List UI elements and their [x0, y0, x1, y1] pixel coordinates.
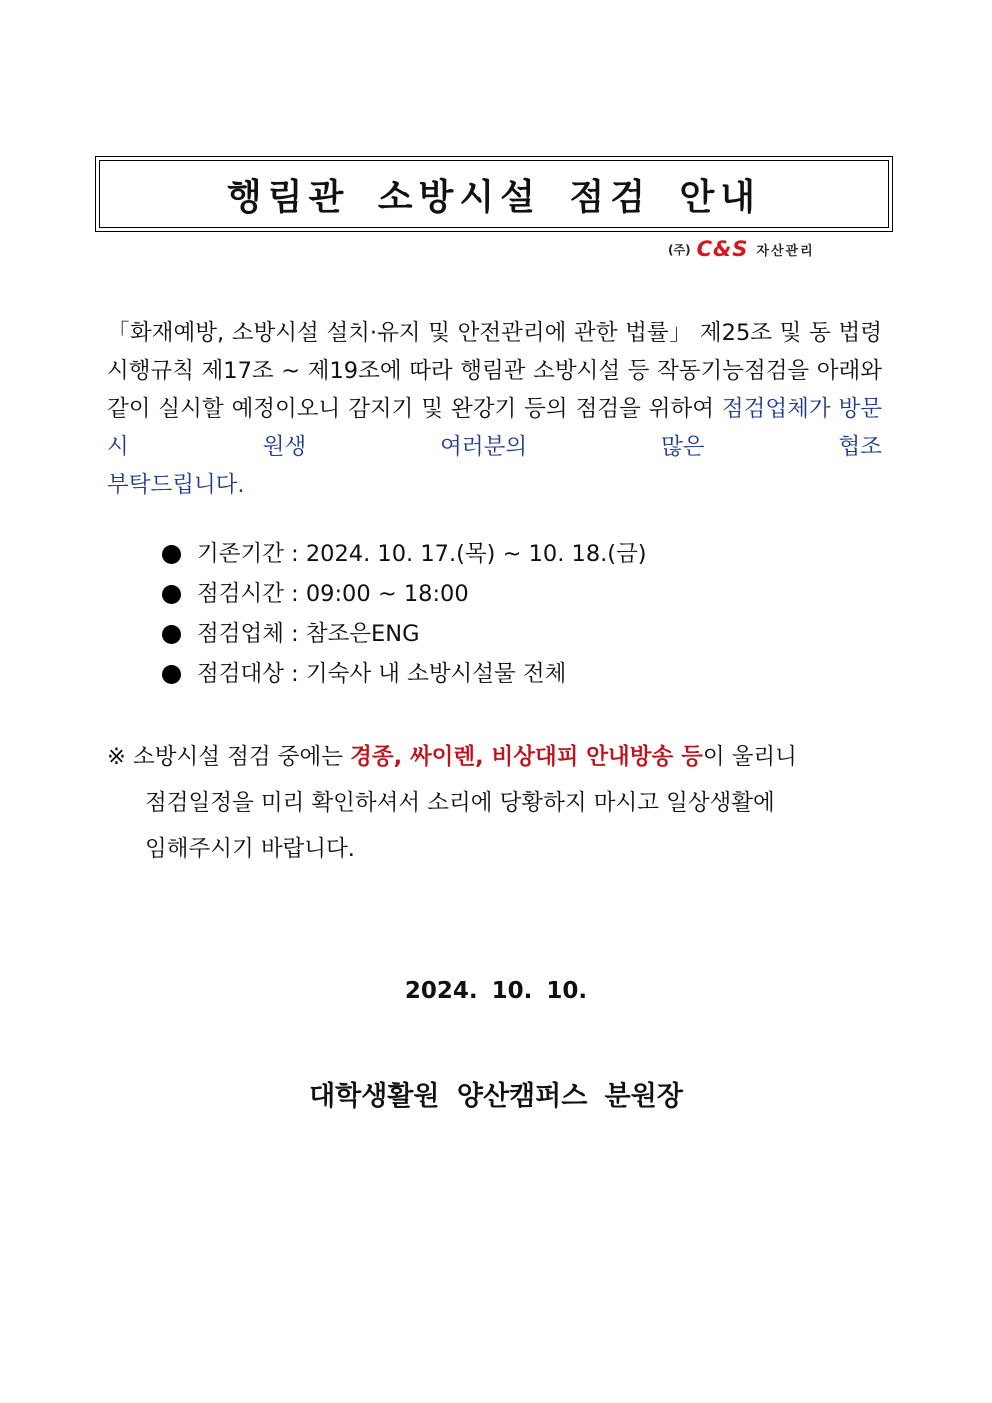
- bullet-icon: [162, 625, 181, 644]
- bullet-icon: [162, 585, 181, 604]
- intro-text: 「화재예방, 소방시설 설치·유지 및 안전관리에 관한 법률」 제25조 및 동 법령 시행규칙 제17조 ~ 제19조에 따라 행림관 소방시설 등 작동기능점검을 아래와 같이 실시할 예정이오니 감지기 및 완강기 등의 점검을 위하여: [107, 320, 882, 422]
- page-title: 행림관 소방시설 점검 안내: [226, 176, 762, 218]
- intro-last-line: 부탁드립니다.: [107, 472, 245, 498]
- notice-block: [107, 734, 887, 872]
- notice-date: 2024. 10. 10.: [404, 978, 588, 1004]
- detail-item-time: 점검시간 : 09:00 ~ 18:00: [162, 574, 647, 614]
- logo-brand-mark: C&S: [696, 237, 749, 261]
- detail-label: 점검시간: [197, 581, 284, 607]
- logo-company-name: 자산관리: [756, 243, 815, 259]
- notice-highlight: 경종, 싸이렌, 비상대피 안내방송 등: [350, 744, 703, 770]
- bullet-icon: [162, 665, 181, 684]
- intro-highlight: 점검업체가 방문 시 원생 여러분의 많은 협조: [107, 396, 882, 460]
- notice-line-1: [107, 734, 887, 780]
- detail-value: 2024. 10. 17.(목) ~ 10. 18.(금): [305, 541, 647, 567]
- notice-text-after: 이 울리니: [702, 744, 797, 770]
- details-list: [162, 534, 647, 694]
- detail-item-target: 점검대상 : 기숙사 내 소방시설물 전체: [162, 654, 647, 694]
- logo-corp-mark: (주): [668, 242, 691, 257]
- detail-label: 기존기간: [197, 541, 284, 567]
- notice-mark: ※: [107, 744, 126, 770]
- signature: 대학생활원 양산캠퍼스 분원장: [309, 1081, 683, 1112]
- detail-label: 점검대상: [197, 661, 284, 687]
- intro-paragraph: [107, 314, 882, 466]
- detail-label: 점검업체: [197, 621, 284, 647]
- title-inner-border: [99, 160, 889, 228]
- detail-item-period: 기존기간 : 2024. 10. 17.(목) ~ 10. 18.(금): [162, 534, 647, 574]
- detail-item-company: 점검업체 : 참조은ENG: [162, 614, 647, 654]
- notice-text-before: 소방시설 점검 중에는: [133, 744, 351, 770]
- detail-value: 기숙사 내 소방시설물 전체: [305, 661, 567, 687]
- bullet-icon: [162, 545, 181, 564]
- notice-line-2: 점검일정을 미리 확인하셔서 소리에 당황하지 마시고 일상생활에: [145, 790, 775, 816]
- title-box: [95, 156, 893, 232]
- detail-value: 09:00 ~ 18:00: [305, 581, 469, 607]
- company-logo: [668, 237, 815, 261]
- notice-line-3: 임해주시기 바랍니다.: [145, 836, 355, 862]
- detail-value: 참조은ENG: [305, 621, 420, 647]
